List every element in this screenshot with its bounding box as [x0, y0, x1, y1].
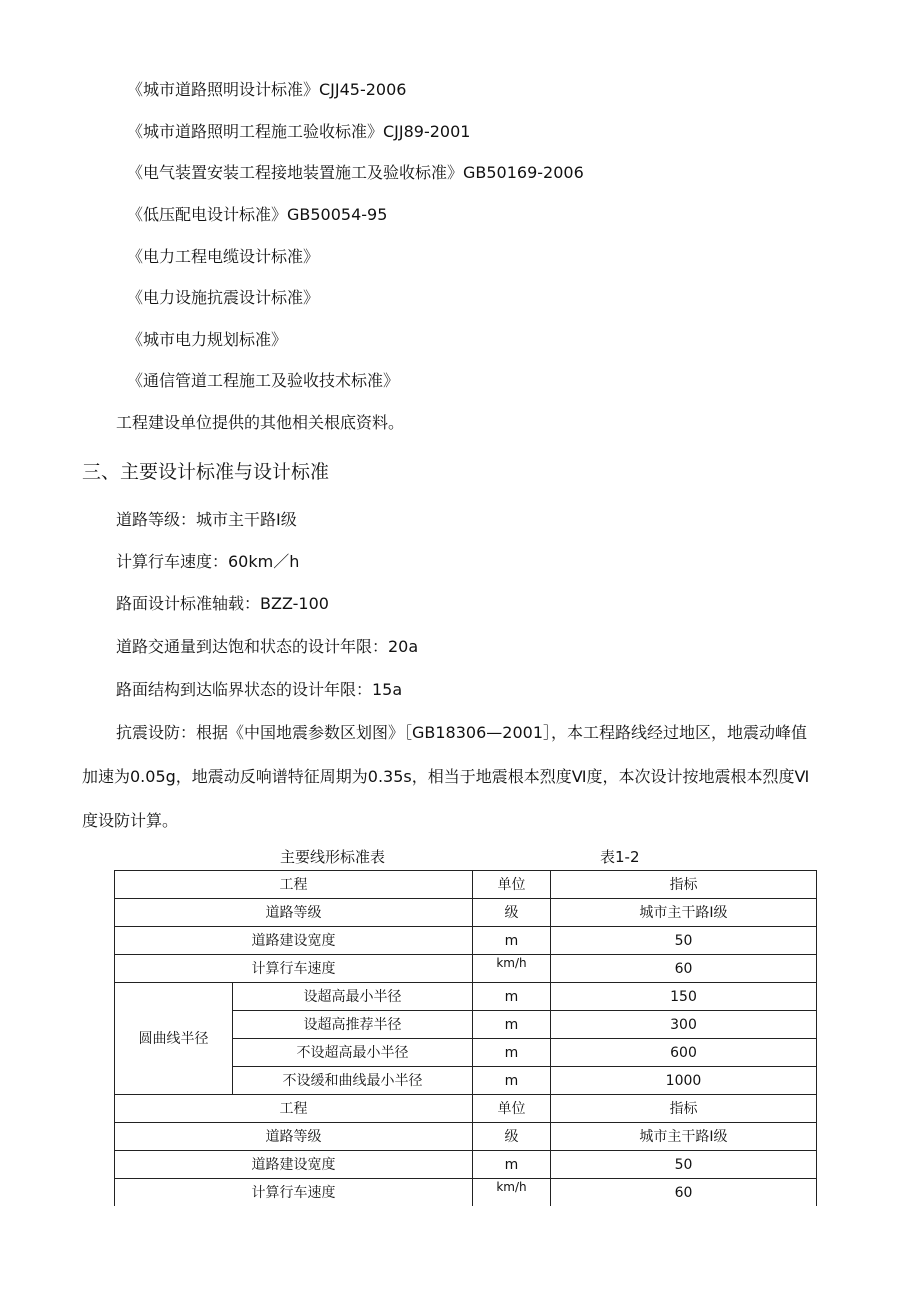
- table-row: [115, 955, 817, 983]
- cell-unit: 级: [473, 899, 551, 927]
- cell-project: 道路等级: [115, 899, 473, 927]
- header-unit: 单位: [473, 871, 551, 899]
- table-row: [115, 1123, 817, 1151]
- header-project: 工程: [115, 1095, 473, 1123]
- cell-indicator: 城市主干路Ⅰ级: [551, 1123, 817, 1151]
- cell-unit: km/h: [473, 955, 551, 983]
- seismic-paragraph-line: 度设防计算。: [82, 811, 179, 830]
- cell-unit: m: [473, 927, 551, 955]
- table-row: [115, 899, 817, 927]
- reference-item: 《电力设施抗震设计标准》: [127, 288, 320, 307]
- table-row: [115, 1179, 817, 1207]
- table-row: [115, 983, 817, 1011]
- cell-project: 计算行车速度: [115, 955, 473, 983]
- reference-note: 工程建设单位提供的其他相关根底资料。: [116, 413, 405, 432]
- section-heading: 三、主要设计标准与设计标准: [82, 461, 330, 483]
- cell-project: 道路建设宽度: [115, 927, 473, 955]
- cell-indicator: 1000: [551, 1067, 817, 1095]
- table-number: 表1-2: [600, 848, 640, 866]
- cell-project: 不设缓和曲线最小半径: [233, 1067, 473, 1095]
- header-indicator: 指标: [551, 871, 817, 899]
- cell-project: 不设超高最小半径: [233, 1039, 473, 1067]
- cell-project: 道路建设宽度: [115, 1151, 473, 1179]
- table-header-row: [115, 1095, 817, 1123]
- cell-indicator: 300: [551, 1011, 817, 1039]
- reference-item: 《通信管道工程施工及验收技术标准》: [127, 371, 400, 390]
- alignment-standards-table: [114, 870, 817, 1206]
- cell-project: 设超高最小半径: [233, 983, 473, 1011]
- cell-unit: km/h: [473, 1179, 551, 1207]
- cell-unit: m: [473, 1011, 551, 1039]
- cell-indicator: 150: [551, 983, 817, 1011]
- reference-item: 《电气装置安装工程接地装置施工及验收标准》GB50169-2006: [127, 163, 584, 182]
- standard-axle-load: 路面设计标准轴载：BZZ-100: [116, 594, 329, 613]
- cell-indicator: 600: [551, 1039, 817, 1067]
- cell-project: 道路等级: [115, 1123, 473, 1151]
- table-row: [115, 927, 817, 955]
- reference-item: 《城市道路照明工程施工验收标准》CJJ89-2001: [127, 122, 471, 141]
- reference-item: 《城市道路照明设计标准》CJJ45-2006: [127, 80, 407, 99]
- cell-unit: m: [473, 1151, 551, 1179]
- cell-unit: 级: [473, 1123, 551, 1151]
- standard-pavement-design-life: 路面结构到达临界状态的设计年限：15a: [116, 680, 403, 699]
- cell-indicator: 城市主干路Ⅰ级: [551, 899, 817, 927]
- reference-item: 《低压配电设计标准》GB50054-95: [127, 205, 388, 224]
- cell-project: 计算行车速度: [115, 1179, 473, 1207]
- header-unit: 单位: [473, 1095, 551, 1123]
- cell-indicator: 60: [551, 955, 817, 983]
- standard-traffic-design-life: 道路交通量到达饱和状态的设计年限：20a: [116, 637, 419, 656]
- header-project: 工程: [115, 871, 473, 899]
- reference-item: 《电力工程电缆设计标准》: [127, 247, 320, 266]
- standard-design-speed: 计算行车速度：60km／h: [116, 552, 300, 571]
- cell-project: 设超高推荐半径: [233, 1011, 473, 1039]
- cell-unit: m: [473, 1039, 551, 1067]
- cell-unit: m: [473, 1067, 551, 1095]
- seismic-paragraph-line: 加速为0.05g，地震动反响谱特征周期为0.35s，相当于地震根本烈度Ⅵ度，本次设计按地震根本烈度Ⅵ: [82, 767, 810, 786]
- standard-road-grade: 道路等级：城市主干路Ⅰ级: [116, 510, 297, 529]
- reference-item: 《城市电力规划标准》: [127, 330, 288, 349]
- cell-indicator: 50: [551, 1151, 817, 1179]
- table-header-row: [115, 871, 817, 899]
- curve-radius-group-label: 圆曲线半径: [115, 983, 233, 1095]
- cell-indicator: 50: [551, 927, 817, 955]
- table-row: [115, 1151, 817, 1179]
- table-title: 主要线形标准表: [280, 848, 386, 866]
- header-indicator: 指标: [551, 1095, 817, 1123]
- cell-indicator: 60: [551, 1179, 817, 1207]
- seismic-paragraph-line: 抗震设防：根据《中国地震参数区划图》［GB18306—2001］，本工程路线经过地区，地震动峰值: [116, 723, 807, 742]
- cell-unit: m: [473, 983, 551, 1011]
